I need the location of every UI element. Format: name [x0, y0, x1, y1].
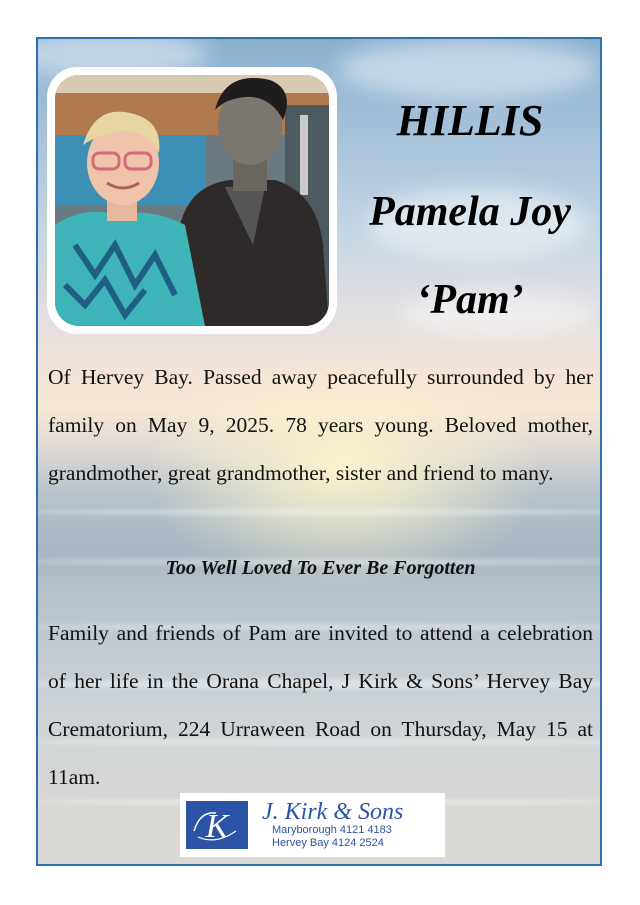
- given-names: Pamela Joy: [369, 189, 571, 235]
- nickname: ‘Pam’: [416, 277, 524, 323]
- logo-text: [262, 800, 403, 850]
- portrait-frame: [47, 67, 337, 334]
- kirk-monogram-icon: [186, 801, 248, 849]
- logo-company-name: J. Kirk & Sons: [262, 799, 404, 825]
- tagline: Too Well Loved To Ever Be Forgotten: [165, 557, 476, 579]
- funeral-director-logo: [180, 793, 445, 857]
- logo-phone-maryborough: Maryborough 4121 4183: [272, 824, 392, 836]
- background-wave: [36, 509, 602, 515]
- funeral-notice: [36, 37, 602, 866]
- background-cloud: [338, 39, 598, 99]
- portrait-photo: [55, 75, 329, 326]
- name-block: [338, 91, 602, 321]
- logo-phone-hervey-bay: Hervey Bay 4124 2524: [272, 837, 384, 849]
- death-announcement: Of Hervey Bay. Passed away peacefully surrounded by her family on May 9, 2025. 78 years young. Beloved mother, grandmother, great grandmother, sister and friend to many.: [48, 365, 593, 485]
- logo-monogram: K: [205, 808, 229, 845]
- service-details: Family and friends of Pam are invited to attend a celebration of her life in the Orana Chapel, J Kirk & Sons’ Hervey Bay Crematorium, 224 Urraween Road on Thursday, May 15 at 11am.: [48, 621, 593, 789]
- surname: HILLIS: [396, 96, 544, 145]
